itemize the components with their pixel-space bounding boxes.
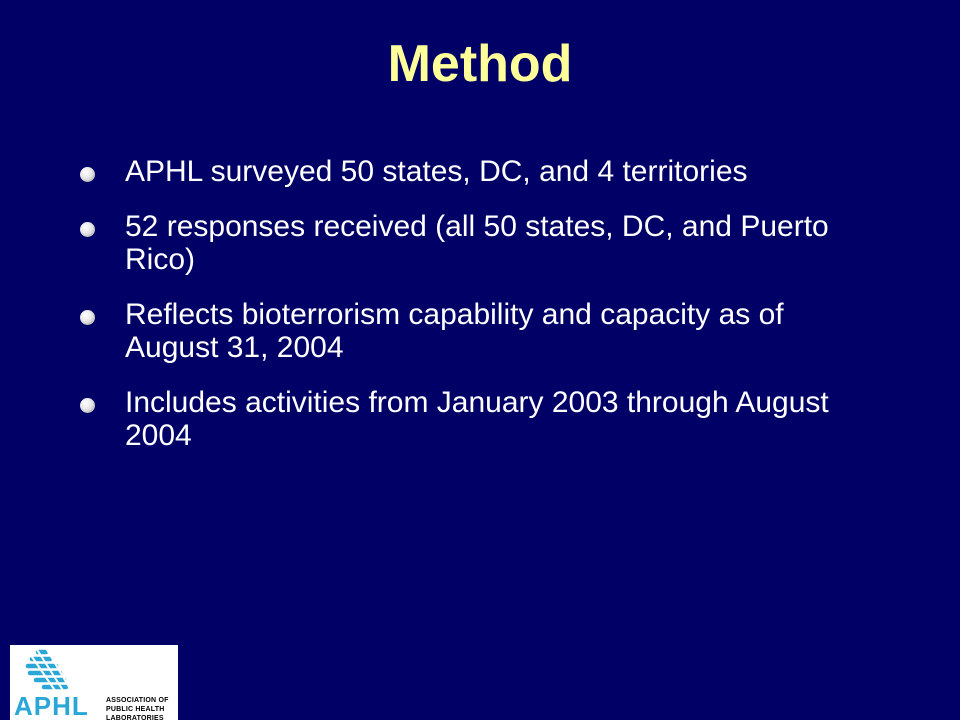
bullet-text: Reflects bioterrorism capability and capacity as of August 31, 2004: [125, 298, 784, 364]
bullet-item: [76, 386, 876, 452]
logo-tagline-line1: ASSOCIATION OF: [106, 697, 169, 704]
bullet-text: 52 responses received (all 50 states, DC, and Puerto Rico): [125, 210, 829, 276]
logo-tagline: [106, 696, 178, 720]
logo-wordmark: APHL: [14, 691, 89, 720]
bullet-list: [76, 155, 876, 474]
bullet-dot-icon: [80, 222, 95, 237]
logo-tagline-line2: PUBLIC HEALTH LABORATORIES: [106, 706, 165, 720]
bullet-item: [76, 210, 876, 276]
slide-title: Method: [387, 35, 573, 93]
bullet-dot-icon: [80, 310, 95, 325]
bullet-item: [76, 155, 876, 188]
bullet-text: Includes activities from January 2003 through August 2004: [125, 386, 829, 452]
bullet-dot-icon: [80, 167, 95, 182]
aphl-logo-mark-icon: [16, 648, 96, 694]
bullet-text: APHL surveyed 50 states, DC, and 4 territories: [125, 155, 748, 188]
bullet-item: [76, 298, 876, 364]
bullet-dot-icon: [80, 398, 95, 413]
aphl-logo: [10, 645, 178, 720]
